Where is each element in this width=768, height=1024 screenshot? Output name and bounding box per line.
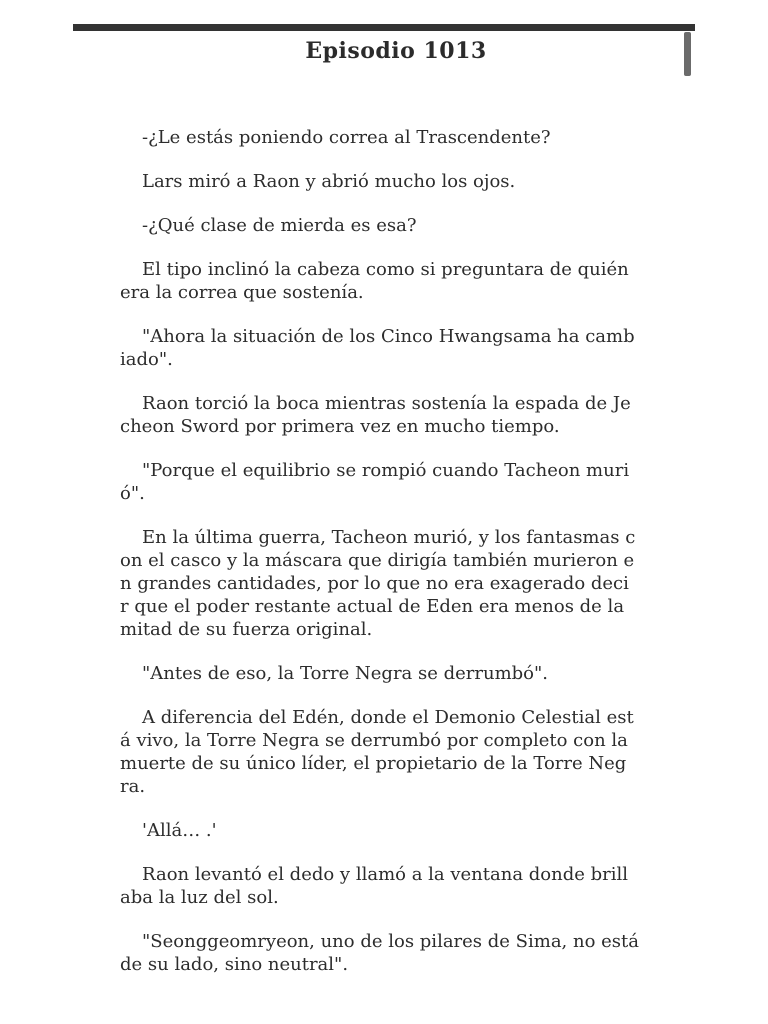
paragraph-12: Raon levantó el dedo y llamó a la ventana donde brill aba la luz del sol. [120,864,629,908]
paragraph-9: "Antes de eso, la Torre Negra se derrumbó". [142,663,549,684]
paragraph-5: "Ahora la situación de los Cinco Hwangsama ha camb iado". [120,326,635,370]
paragraph-11: 'Allá… .' [142,820,217,841]
paragraph-7: "Porque el equilibrio se rompió cuando Tacheon muri ó". [120,460,630,504]
top-divider-bar [73,24,695,31]
chapter-text [120,126,650,997]
paragraph-4: El tipo inclinó la cabeza como si preguntara de quién era la correa que sostenía. [120,259,629,303]
paragraph-8: En la última guerra, Tacheon murió, y los fantasmas c on el casco y la máscara que dirigía también murieron e n grandes cantidades, por lo que no era exagerado deci r que el poder restante actual de Eden era menos de la mitad de su fuerza original. [120,527,636,640]
episode-title: Episodio 1013 [305,38,487,64]
paragraph-3: -¿Qué clase de mierda es esa? [142,215,417,236]
paragraph-1: -¿Le estás poniendo correa al Trascendente? [142,127,551,148]
paragraph-6: Raon torció la boca mientras sostenía la espada de Je cheon Sword por primera vez en mucho tiempo. [120,393,631,437]
paragraph-13: "Seonggeomryeon, uno de los pilares de Sima, no está de su lado, sino neutral". [120,931,640,975]
paragraph-2: Lars miró a Raon y abrió mucho los ojos. [142,171,516,192]
paragraph-10: A diferencia del Edén, donde el Demonio Celestial est á vivo, la Torre Negra se derrumbó por completo con la muerte de su único líder, el propietario de la Torre Neg ra. [120,707,634,797]
